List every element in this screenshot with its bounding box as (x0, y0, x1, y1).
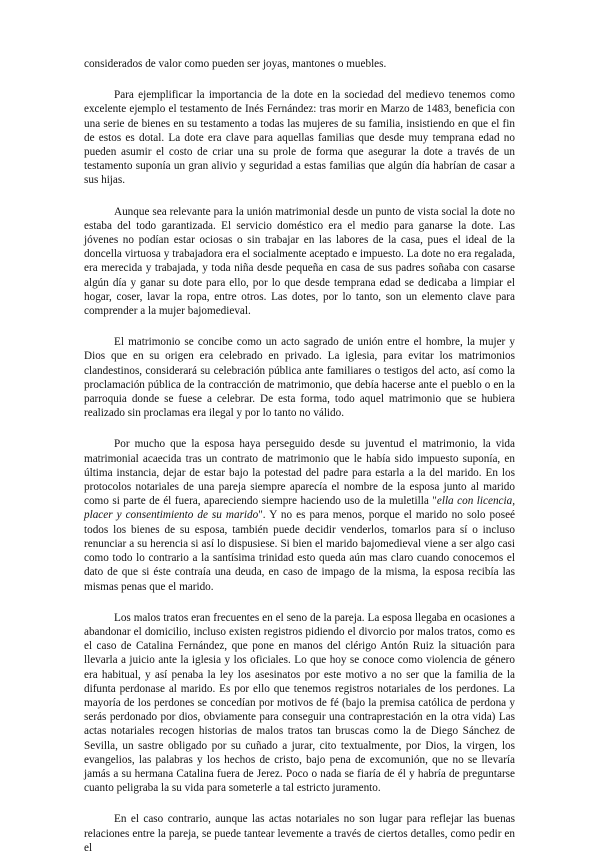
paragraph-2: Para ejemplificar la importancia de la dote en la sociedad del medievo tenemos como excelente ejemplo el testamento de Inés Fernández: tras morir en Marzo de 1483, beneficia con una serie de bienes en su testamento a todas las mujeres de su familia, insistiendo en que el fin de estos es dotal. La dote era clave para aquellas familias que desde muy temprana edad no pueden asumir el costo de criar una su prole de forma que asegurar la dote a través de un testamento suponía un gran alivio y seguridad a estas familias que algún día habrían de casar a sus hijas. (84, 89, 515, 187)
paragraph-1: considerados de valor como pueden ser joyas, mantones o muebles. (84, 58, 387, 70)
paragraph-3: Aunque sea relevante para la unión matrimonial desde un punto de vista social la dote no estaba del todo garantizada. El servicio doméstico era el medio para ganarse la dote. Las jóvenes no podían estar ociosas o sin trabajar en las labores de la casa, pues el ideal de la doncella virtuosa y trabajadora era el socialmente aceptado e impuesto. La dote no era regalada, era merecida y trabajada, y toda niña desde pequeña en casa de sus padres soñaba con casarse algún día y ganar su dote para ello, por lo que desde temprana edad se dedicaba a limpiar el hogar, coser, lavar la ropa, entre otros. Las dotes, por lo tanto, son un elemento clave para comprender a la mujer bajomedieval. (84, 205, 515, 318)
paragraph-4: El matrimonio se concibe como un acto sagrado de unión entre el hombre, la mujer y Dios que en su origen era celebrado en privado. La iglesia, para evitar los matrimonios clandestinos, considerará su celebración pública ante familiares o testigos del acto, así como la proclamación pública de la contracción de matrimonio, que debía hacerse ante el pueblo o en la parroquia donde se fuese a celebrar. De esta forma, todo aquel matrimonio que se hubiera realizado sin proclamas era ilegal y por lo tanto no válido. (84, 336, 515, 420)
paragraph-5 (84, 437, 515, 593)
paragraph-5-quote: ella con licencia, placer y consentimiento de su marido (84, 495, 516, 522)
paragraph-7: En el caso contrario, aunque las actas notariales no son lugar para reflejar las buenas relaciones entre la pareja, se puede tantear levemente a través de ciertos detalles, como pedir en el (84, 813, 515, 854)
paragraph-5-text-after: ". Y no es para menos, porque el marido no solo poseé todos los bienes de su esposa, también puede decidir venderlos, tomarlos para sí o incluso renunciar a su herencia si así lo dispusiese. Si bien el marido bajomedieval viene a ser algo casi como todo lo contrario a la santísima trinidad esto queda aún mas claro cuando conocemos el dato de que si éste contraía una deuda, en caso de impago de la misma, la esposa recibía las mismas penas que el marido. (84, 509, 516, 593)
paragraph-5-text-before: Por mucho que la esposa haya perseguido desde su juventud el matrimonio, la vida matrimonial acaecida tras un contrato de matrimonio que le había sido impuesto suponía, en última instancia, dejar de estar bajo la potestad del padre para estarla a la del marido. En los protocolos notariales de una pareja siempre aparecía el nombre de la esposa junto al marido como si parte de él fuera, apareciendo siempre haciendo uso de la muletilla " (84, 438, 515, 508)
paragraph-6: Los malos tratos eran frecuentes en el seno de la pareja. La esposa llegaba en ocasiones a abandonar el domicilio, incluso existen registros pidiendo el divorcio por malos tratos, como es el caso de Catalina Fernández, que pone en manos del clérigo Antón Ruiz la situación para llevarla a juicio ante la iglesia y los oficiales. Lo que hoy se conoce como violencia de género era habitual, y así penaba la ley los asesinatos por este motivo a no ser que la familia de la difunta perdonase al marido. Es por ello que tenemos registros notariales de los perdones. La mayoría de los perdones se concedían por motivos de fé (bajo la premisa católica de perdona y serás perdonado por dios, obviamente para conseguir una contraprestación en la otra vida) Las actas notariales recogen historias de malos tratos tan bruscas como la de Diego Sánchez de Sevilla, un sastre obligado por su cuñado a jurar, cito textualmente, por Dios, la virgen, los evangelios, las palabras y los hechos de cristo, bajo pena de excomunión, que no se llevaría jamás a su hermana Catalina fuera de Jerez. Poco o nada se fiaría de él y habría de preguntarse cuanto peligraba la su vida para someterle a tal estricto juramento. (84, 611, 515, 795)
